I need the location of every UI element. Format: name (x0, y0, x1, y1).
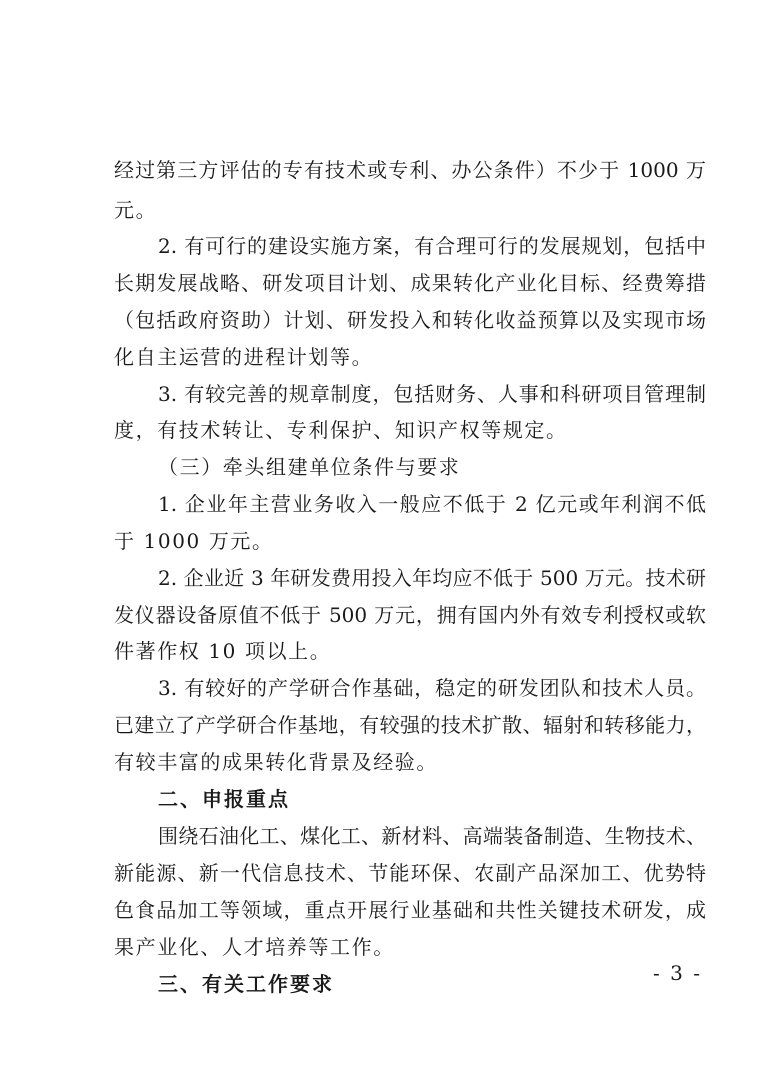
section-heading: 三、有关工作要求 (158, 972, 334, 996)
text-line: 2. 有可行的建设实施方案，有合理可行的发展规划，包括中 (158, 234, 706, 258)
text-line: 于 1000 万元。 (114, 529, 274, 553)
text-line: 围绕石油化工、煤化工、新材料、高端装备制造、生物技术、 (158, 824, 706, 848)
text-line: 色食品加工等领域，重点开展行业基础和共性关键技术研发，成 (114, 898, 706, 922)
text-line: 3. 有较好的产学研合作基础，稳定的研发团队和技术人员。 (158, 676, 706, 700)
text-line: 有较丰富的成果转化背景及经验。 (114, 750, 438, 774)
section-subheading: （三）牵头组建单位条件与要求 (158, 455, 461, 479)
text-line: 3. 有较完善的规章制度，包括财务、人事和科研项目管理制 (158, 382, 706, 406)
text-line: 件著作权 10 项以上。 (114, 639, 332, 663)
section-heading: 二、申报重点 (158, 787, 290, 811)
text-line: 已建立了产学研合作基地，有较强的技术扩散、辐射和转移能力， (114, 713, 706, 737)
text-line: 发仪器设备原值不低于 500 万元，拥有国内外有效专利授权或软 (114, 603, 706, 627)
text-line: 元。 (114, 198, 158, 222)
page-number: - 3 - (653, 961, 702, 985)
text-line: （包括政府资助）计划、研发投入和转化收益预算以及实现市场 (114, 308, 706, 332)
text-line: 长期发展战略、研发项目计划、成果转化产业化目标、经费筹措 (114, 271, 706, 295)
text-line: 2. 企业近 3 年研发费用投入年均应不低于 500 万元。技术研 (158, 566, 706, 590)
text-line: 新能源、新一代信息技术、节能环保、农副产品深加工、优势特 (114, 861, 706, 885)
text-line: 经过第三方评估的专有技术或专利、办公条件）不少于 1000 万 (114, 158, 706, 182)
text-line: 果产业化、人才培养等工作。 (114, 935, 395, 959)
text-line: 1. 企业年主营业务收入一般应不低于 2 亿元或年利润不低 (158, 492, 706, 516)
text-line: 度，有技术转让、专利保护、知识产权等规定。 (114, 418, 568, 442)
text-line: 化自主运营的进程计划等。 (114, 345, 374, 369)
